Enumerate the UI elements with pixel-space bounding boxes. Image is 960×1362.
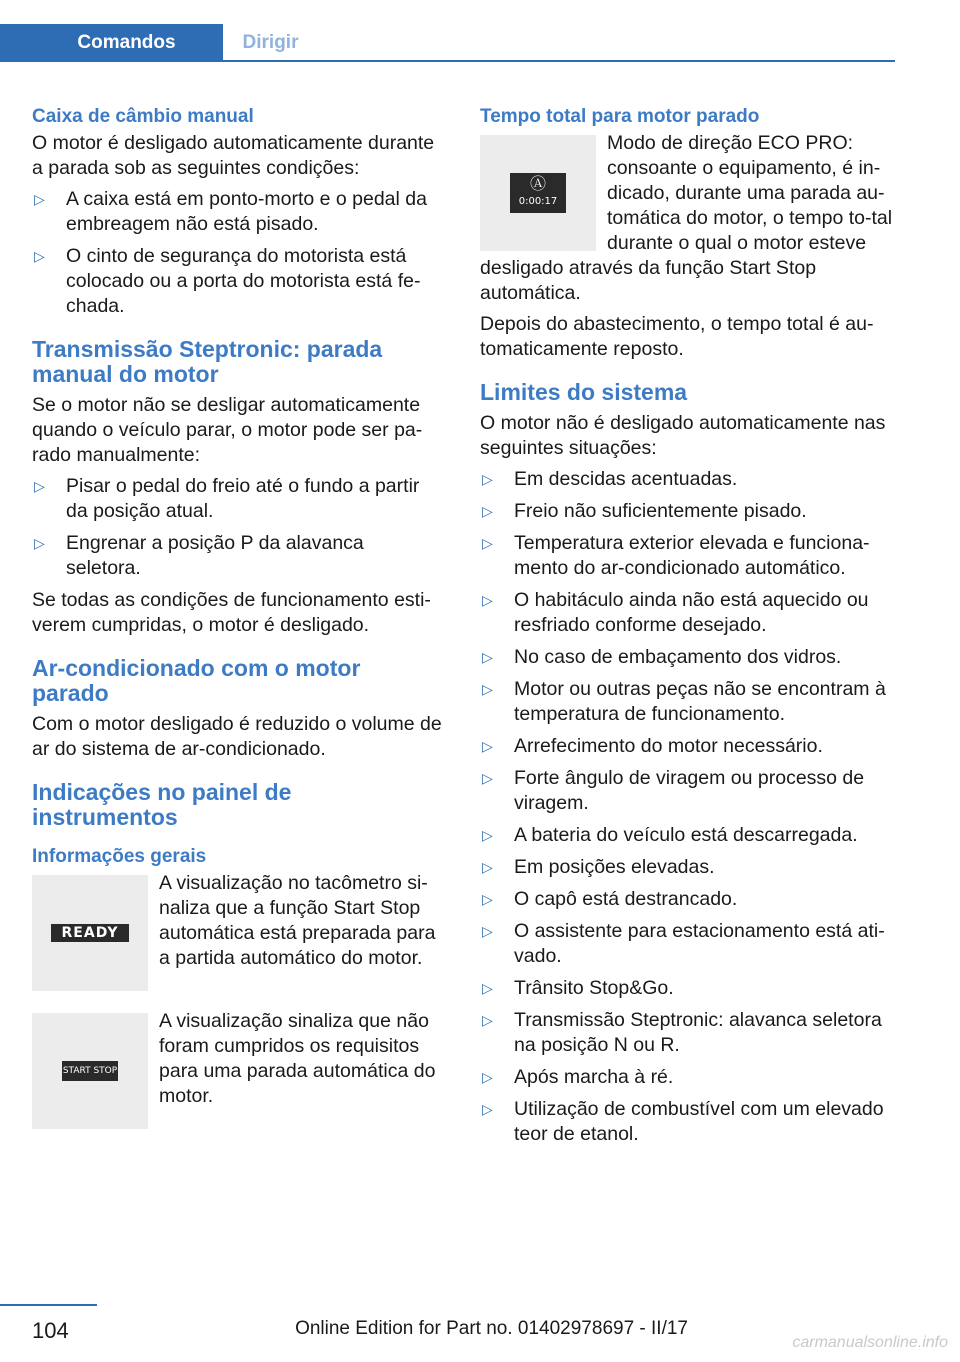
- paragraph: Com o motor desligado é reduzido o volume de ar do sistema de ar-condicionado.: [32, 713, 442, 760]
- list-item: ▷ O capô está destrancado.: [482, 888, 738, 910]
- ready-label: READY: [51, 924, 129, 942]
- timer-value: 0:00:17: [518, 196, 558, 207]
- paragraph: O motor não é desligado automaticamente nas seguintes situações:: [480, 412, 886, 459]
- triangle-bullet-icon: ▷: [482, 592, 493, 608]
- triangle-bullet-icon: ▷: [34, 248, 45, 264]
- triangle-bullet-icon: ▷: [482, 770, 493, 786]
- start-stop-label: START STOP: [62, 1066, 118, 1076]
- list-item: ▷ Temperatura exterior elevada e funciona-mento do ar-condicionado automático.: [482, 532, 870, 579]
- timer-indicator-image: [480, 135, 596, 251]
- list-item: ▷ Após marcha à ré.: [482, 1066, 674, 1088]
- ready-indicator-image: [32, 875, 148, 991]
- list-item: ▷ O cinto de segurança do motorista está colocado ou a porta do motorista está fe-chada.: [34, 245, 421, 317]
- heading-steptronic-manual-stop: Transmissão Steptronic: parada manual do motor: [32, 336, 383, 387]
- triangle-bullet-icon: ▷: [482, 471, 493, 487]
- triangle-bullet-icon: ▷: [482, 649, 493, 665]
- edition-note: Online Edition for Part no. 01402978697 - II/17: [295, 1318, 688, 1339]
- list-item: ▷ A caixa está em ponto-morto e o pedal da embreagem não está pisado.: [34, 188, 427, 235]
- triangle-bullet-icon: ▷: [482, 891, 493, 907]
- figure-caption: Modo de direção ECO PRO: consoante o equipamento, é in-dicado, durante uma parada au-tomática do motor, o tempo to-tal durante o qual o motor esteve desligado através da função Start Stop automática.: [480, 132, 893, 304]
- left-column: [32, 100, 442, 1133]
- triangle-bullet-icon: ▷: [482, 859, 493, 875]
- watermark: carmanualsonline.info: [792, 1334, 948, 1351]
- list-item: ▷ Em descidas acentuadas.: [482, 468, 738, 490]
- heading-air-conditioning: Ar-condicionado com o motor parado: [32, 655, 361, 706]
- bullet-list: [32, 474, 442, 581]
- start-stop-icon: [62, 1061, 118, 1081]
- start-stop-crossed-image: [32, 1013, 148, 1129]
- list-item: ▷ Arrefecimento do motor necessário.: [482, 735, 823, 757]
- paragraph: Depois do abastecimento, o tempo total é au-tomaticamente reposto.: [480, 313, 874, 360]
- triangle-bullet-icon: ▷: [482, 738, 493, 754]
- tab-bar-rule: [0, 60, 895, 62]
- figure-caption: A visualização sinaliza que não foram cumpridos os requisitos para uma parada automática do motor.: [159, 1010, 436, 1107]
- list-item: ▷ Utilização de combustível com um elevado teor de etanol.: [482, 1098, 884, 1145]
- list-item: ▷ Motor ou outras peças não se encontram à temperatura de funcionamento.: [482, 678, 886, 725]
- page-number: 104: [32, 1318, 69, 1343]
- triangle-bullet-icon: ▷: [482, 923, 493, 939]
- triangle-bullet-icon: ▷: [482, 1069, 493, 1085]
- auto-start-stop-icon: Ⓐ: [529, 174, 546, 193]
- list-item: ▷ Pisar o pedal do freio até o fundo a partir da posição atual.: [34, 475, 420, 522]
- figure-start-stop: [32, 1009, 442, 1133]
- figure-caption: A visualização no tacômetro si-naliza que a função Start Stop automática está preparada para a partida automático do motor.: [159, 872, 436, 969]
- list-item: ▷ O assistente para estacionamento está ati-vado.: [482, 920, 885, 967]
- tab-comandos[interactable]: Comandos: [0, 24, 223, 62]
- heading-instrument-cluster: Indicações no painel de instrumentos: [32, 779, 292, 830]
- triangle-bullet-icon: ▷: [34, 191, 45, 207]
- footer-rule: [0, 1304, 97, 1306]
- chapter-tab-bar: [0, 24, 895, 62]
- triangle-bullet-icon: ▷: [482, 503, 493, 519]
- subheading-total-stop-time: Tempo total para motor parado: [480, 106, 760, 127]
- bullet-list: [32, 187, 442, 319]
- figure-ready: [32, 871, 442, 995]
- paragraph: Se todas as condições de funcionamento esti-verem cumpridas, o motor é desligado.: [32, 589, 431, 636]
- auto-stop-timer-icon: [510, 173, 566, 213]
- figure-timer: [480, 131, 898, 306]
- subheading-general-info: Informações gerais: [32, 846, 207, 867]
- paragraph: O motor é desligado automaticamente durante a parada sob as seguintes condições:: [32, 132, 435, 179]
- list-item: ▷ No caso de embaçamento dos vidros.: [482, 646, 842, 668]
- triangle-bullet-icon: ▷: [482, 535, 493, 551]
- list-item: ▷ O habitáculo ainda não está aquecido ou resfriado conforme desejado.: [482, 589, 869, 636]
- list-item: ▷ Forte ângulo de viragem ou processo de viragem.: [482, 767, 865, 814]
- bullet-list: [480, 467, 898, 1147]
- right-column: [480, 100, 898, 1154]
- list-item: ▷ Trânsito Stop&Go.: [482, 977, 674, 999]
- subheading-manual-gearbox: Caixa de câmbio manual: [32, 106, 254, 127]
- paragraph: Se o motor não se desligar automaticamente quando o veículo parar, o motor pode ser pa-rado manualmente:: [32, 394, 423, 466]
- triangle-bullet-icon: ▷: [482, 1101, 493, 1117]
- triangle-bullet-icon: ▷: [34, 535, 45, 551]
- list-item: ▷ Freio não suficientemente pisado.: [482, 500, 807, 522]
- triangle-bullet-icon: ▷: [482, 980, 493, 996]
- list-item: ▷ Em posições elevadas.: [482, 856, 715, 878]
- list-item: ▷ A bateria do veículo está descarregada.: [482, 824, 858, 846]
- triangle-bullet-icon: ▷: [34, 478, 45, 494]
- tab-dirigir[interactable]: Dirigir: [242, 32, 299, 53]
- heading-system-limits: Limites do sistema: [480, 379, 688, 405]
- triangle-bullet-icon: ▷: [482, 681, 493, 697]
- triangle-bullet-icon: ▷: [482, 1012, 493, 1028]
- list-item: ▷ Transmissão Steptronic: alavanca seletora na posição N ou R.: [482, 1009, 882, 1056]
- triangle-bullet-icon: ▷: [482, 827, 493, 843]
- list-item: ▷ Engrenar a posição P da alavanca seletora.: [34, 532, 364, 579]
